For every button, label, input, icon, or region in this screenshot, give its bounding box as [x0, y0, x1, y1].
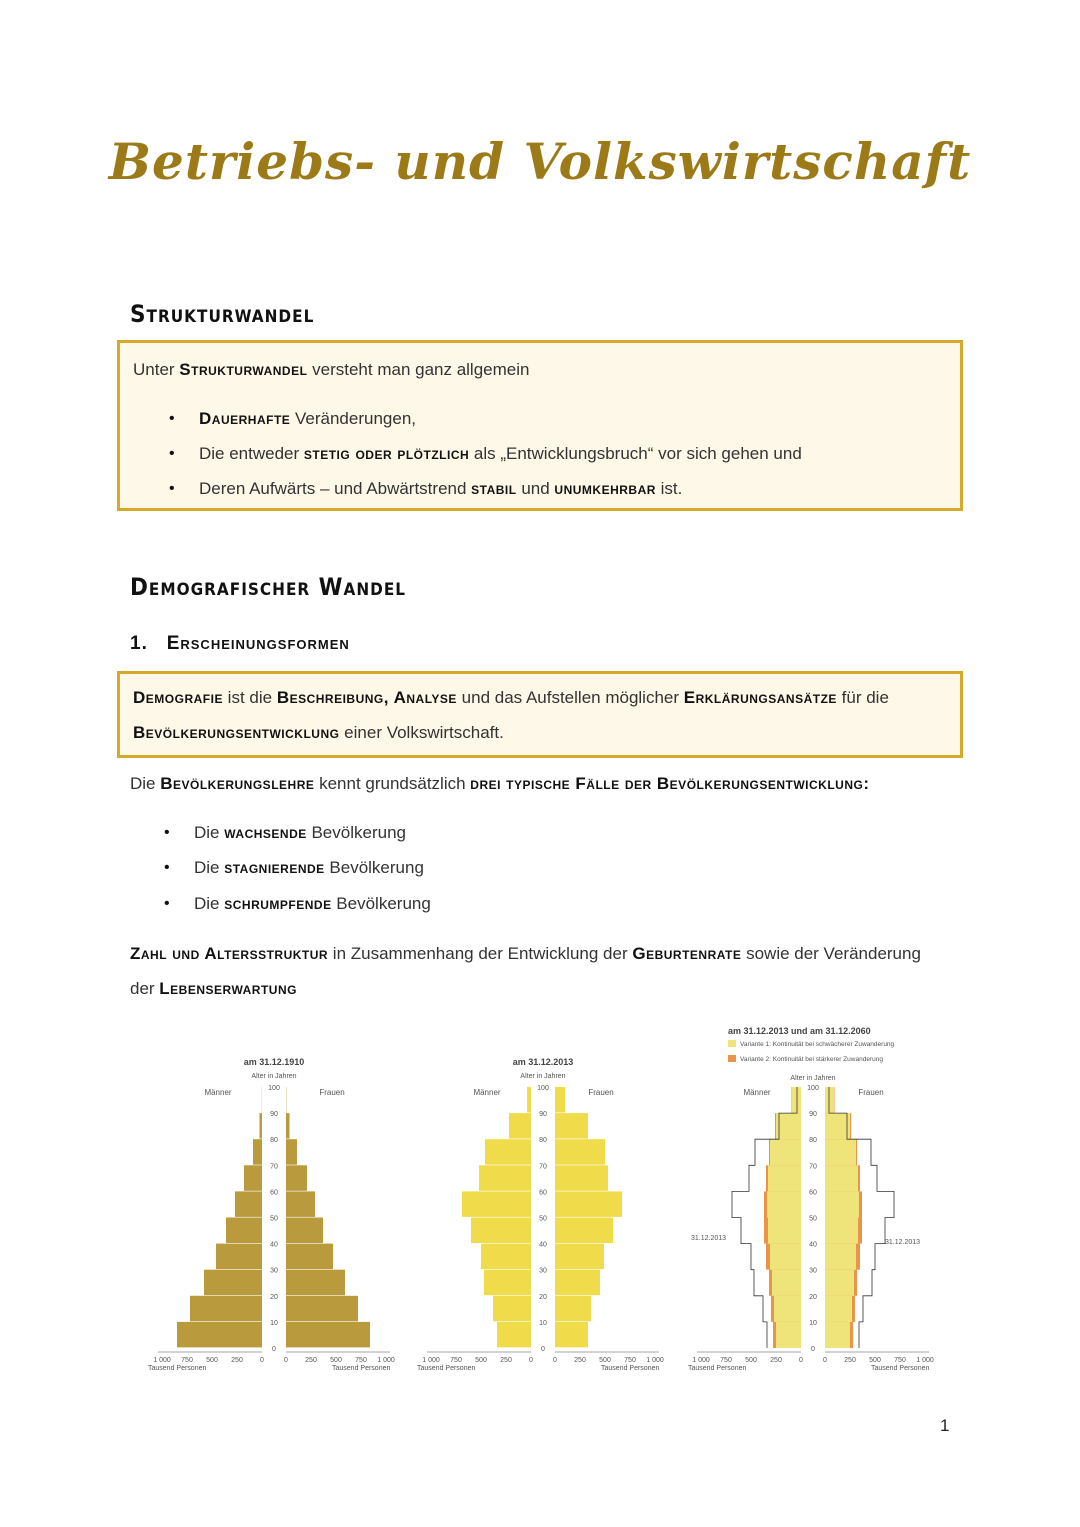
- bar-variant1-men: [768, 1218, 801, 1244]
- bar-men: [260, 1113, 263, 1139]
- x-tick-label-right: 750: [355, 1357, 367, 1364]
- bar-variant1-men: [767, 1191, 801, 1217]
- bar-women: [286, 1270, 345, 1296]
- women-label: Frauen: [858, 1088, 884, 1097]
- age-tick-label: 20: [809, 1293, 817, 1301]
- bullet-item: [133, 436, 999, 471]
- age-tick-label: 30: [539, 1267, 547, 1275]
- women-label: Frauen: [588, 1088, 614, 1097]
- pyramid-2013: [417, 1057, 664, 1372]
- definition-box-demografie: [117, 671, 963, 758]
- bar-variant1-women: [825, 1087, 834, 1113]
- body-paragraph: [130, 936, 960, 1006]
- x-tick-label-left: 500: [745, 1357, 757, 1364]
- bar-variant1-men: [770, 1139, 801, 1165]
- bar-men: [177, 1322, 262, 1348]
- bar-women: [286, 1218, 323, 1244]
- page-number: 1: [940, 1416, 950, 1435]
- x-tick-label-right: 0: [823, 1357, 827, 1364]
- bar-women: [555, 1296, 591, 1322]
- age-tick-label: 70: [809, 1163, 817, 1171]
- bar-variant1-women: [825, 1191, 859, 1217]
- bar-men: [509, 1113, 531, 1139]
- bar-variant1-women: [825, 1139, 856, 1165]
- age-tick-label: 80: [539, 1137, 547, 1145]
- age-tick-label: 30: [270, 1267, 278, 1275]
- keyword: Lebenserwartung: [159, 979, 297, 998]
- keyword: Dauerhafte: [199, 409, 291, 428]
- bar-men: [462, 1191, 531, 1217]
- x-tick-label-left: 250: [500, 1357, 512, 1364]
- text: für die: [836, 688, 889, 707]
- age-tick-label: 40: [809, 1241, 817, 1249]
- x-tick-label-left: 250: [231, 1357, 243, 1364]
- bar-women: [555, 1191, 622, 1217]
- definition-box-strukturwandel: [117, 340, 963, 511]
- bar-women: [555, 1165, 608, 1191]
- text: in Zusammenhang der Entwicklung der: [328, 944, 633, 963]
- bars-group: [422, 1085, 664, 1364]
- text: und: [516, 479, 555, 498]
- bar-variant1-women: [825, 1296, 852, 1322]
- page-title: Betriebs- und Volkswirtschaft: [108, 132, 972, 191]
- bar-women: [286, 1322, 370, 1348]
- bars-group: [692, 1085, 934, 1364]
- text: Die entweder: [199, 444, 304, 463]
- bar-women: [555, 1270, 600, 1296]
- x-tick-label-right: 0: [553, 1357, 557, 1364]
- age-tick-label: 50: [270, 1215, 278, 1223]
- bar-variant1-women: [825, 1218, 858, 1244]
- text: Bevölkerung: [331, 894, 431, 913]
- age-axis-label: Alter in Jahren: [520, 1073, 566, 1080]
- x-tick-label-left: 0: [529, 1357, 533, 1364]
- keyword: stetig oder plötzlich: [303, 444, 470, 463]
- age-tick-label: 40: [539, 1241, 547, 1249]
- subsection-heading: [130, 633, 350, 655]
- text: Bevölkerung: [324, 858, 424, 877]
- bar-men: [226, 1218, 262, 1244]
- bar-men: [235, 1191, 262, 1217]
- age-tick-label: 90: [539, 1111, 547, 1119]
- x-tick-label-right: 750: [624, 1357, 636, 1364]
- bar-men: [471, 1218, 531, 1244]
- x-unit-right: Tausend Personen: [871, 1365, 930, 1372]
- age-tick-label: 10: [809, 1319, 817, 1327]
- bar-women: [555, 1244, 604, 1270]
- men-label: Männer: [743, 1088, 771, 1097]
- bar-women: [555, 1139, 605, 1165]
- x-tick-label-left: 500: [206, 1357, 218, 1364]
- age-tick-label: 50: [809, 1215, 817, 1223]
- age-tick-label: 60: [809, 1189, 817, 1197]
- x-tick-label-right: 1 000: [916, 1357, 934, 1364]
- age-tick-label: 20: [539, 1293, 547, 1301]
- x-tick-label-right: 250: [305, 1357, 317, 1364]
- x-tick-label-right: 500: [330, 1357, 342, 1364]
- age-tick-label: 70: [539, 1163, 547, 1171]
- bar-men: [253, 1139, 262, 1165]
- x-unit-left: Tausend Personen: [417, 1365, 476, 1372]
- bar-men: [484, 1270, 531, 1296]
- age-tick-label: 100: [268, 1085, 280, 1092]
- keyword: Bevölkerungsentwicklung: [133, 723, 340, 742]
- text: einer Volkswirtschaft.: [339, 723, 504, 742]
- bar-variant1-men: [770, 1244, 801, 1270]
- text: Deren Aufwärts – und Abwärtstrend: [199, 479, 472, 498]
- bar-men: [485, 1139, 531, 1165]
- x-tick-label-right: 1 000: [646, 1357, 664, 1364]
- x-tick-label-right: 500: [599, 1357, 611, 1364]
- bar-variant1-women: [825, 1270, 854, 1296]
- age-tick-label: 100: [537, 1085, 549, 1092]
- age-tick-label: 90: [270, 1111, 278, 1119]
- keyword: stagnierende: [224, 858, 325, 877]
- x-tick-label-right: 1 000: [377, 1357, 395, 1364]
- age-tick-label: 10: [539, 1319, 547, 1327]
- age-tick-label: 20: [270, 1293, 278, 1301]
- women-label: Frauen: [319, 1088, 345, 1097]
- x-tick-label-right: 250: [844, 1357, 856, 1364]
- age-tick-label: 80: [809, 1137, 817, 1145]
- age-tick-label: 0: [541, 1346, 545, 1353]
- legend-variant1: Variante 1: Kontinuität bei schwächerer Zuwanderung: [740, 1041, 895, 1048]
- legend-variant2: Variante 2: Kontinuität bei stärkerer Zuwanderung: [740, 1056, 883, 1063]
- reference-label-left: 31.12.2013: [691, 1235, 727, 1242]
- text: kennt grundsätzlich: [314, 774, 471, 793]
- bar-men: [479, 1165, 531, 1191]
- age-axis-label: Alter in Jahren: [790, 1075, 836, 1082]
- pyramid-title: am 31.12.2013 und am 31.12.2060: [728, 1026, 871, 1036]
- bar-women: [286, 1244, 333, 1270]
- bar-variant1-men: [774, 1296, 801, 1322]
- x-tick-label-left: 750: [450, 1357, 462, 1364]
- x-tick-label-left: 1 000: [422, 1357, 440, 1364]
- bullet-item: [133, 471, 999, 506]
- text: Die: [194, 894, 225, 913]
- age-tick-label: 60: [539, 1189, 547, 1197]
- men-label: Männer: [204, 1088, 232, 1097]
- age-tick-label: 0: [811, 1346, 815, 1353]
- legend-swatch-variant1: [728, 1040, 736, 1047]
- text: Die: [194, 858, 225, 877]
- bar-variant1-women: [825, 1322, 850, 1348]
- reference-label-right: 31.12.2013: [885, 1239, 921, 1246]
- definition-intro: [133, 352, 529, 387]
- x-tick-label-right: 250: [574, 1357, 586, 1364]
- case-item-wachsende: [128, 815, 794, 850]
- pyramid-1910: [148, 1057, 395, 1372]
- bar-men: [204, 1270, 262, 1296]
- age-tick-label: 0: [272, 1346, 276, 1353]
- bar-women: [286, 1165, 307, 1191]
- x-tick-label-left: 0: [260, 1357, 264, 1364]
- keyword: stabil: [471, 479, 517, 498]
- population-pyramids-figure: [140, 1020, 950, 1380]
- bar-variant1-men: [792, 1087, 801, 1113]
- bar-variant1-women: [825, 1244, 856, 1270]
- bar-men: [244, 1165, 262, 1191]
- x-tick-label-left: 750: [720, 1357, 732, 1364]
- pyramid-title: am 31.12.1910: [243, 1057, 305, 1067]
- bar-men: [493, 1296, 531, 1322]
- x-tick-label-left: 1 000: [153, 1357, 171, 1364]
- x-tick-label-left: 500: [475, 1357, 487, 1364]
- text: Unter: [133, 360, 180, 379]
- text: der: [130, 979, 160, 998]
- text: Bevölkerung: [306, 823, 406, 842]
- pyramid-title: am 31.12.2013: [512, 1057, 574, 1067]
- case-item-schrumpfende: [128, 886, 794, 921]
- keyword: Strukturwandel: [179, 360, 308, 379]
- lead-paragraph: [130, 766, 870, 801]
- text: Die: [194, 823, 225, 842]
- keyword: drei typische Fälle der Bevölkerungsentwicklung:: [470, 774, 870, 793]
- keyword: Zahl und Altersstruktur: [130, 944, 329, 963]
- bar-women: [555, 1322, 588, 1348]
- bar-women: [286, 1296, 358, 1322]
- bar-men: [481, 1244, 531, 1270]
- keyword: Bevölkerungslehre: [160, 774, 315, 793]
- keyword: unumkehrbar: [554, 479, 656, 498]
- bar-men: [497, 1322, 531, 1348]
- age-tick-label: 80: [270, 1137, 278, 1145]
- text: und das Aufstellen möglicher: [456, 688, 684, 707]
- men-label: Männer: [473, 1088, 501, 1097]
- x-unit-left: Tausend Personen: [148, 1365, 207, 1372]
- x-tick-label-right: 500: [869, 1357, 881, 1364]
- bars-group: [153, 1085, 395, 1364]
- x-tick-label-left: 0: [799, 1357, 803, 1364]
- text: ist.: [655, 479, 683, 498]
- bar-women: [555, 1218, 613, 1244]
- bar-variant1-men: [772, 1270, 801, 1296]
- x-unit-right: Tausend Personen: [332, 1365, 391, 1372]
- bar-variant1-men: [776, 1113, 801, 1139]
- bar-variant1-women: [825, 1165, 858, 1191]
- x-tick-label-left: 750: [181, 1357, 193, 1364]
- age-tick-label: 100: [807, 1085, 819, 1092]
- text: sowie der Veränderung: [741, 944, 921, 963]
- case-item-stagnierende: [128, 850, 794, 885]
- subsection-title: Erscheinungsformen: [166, 633, 350, 654]
- age-tick-label: 40: [270, 1241, 278, 1249]
- x-unit-right: Tausend Personen: [601, 1365, 660, 1372]
- bar-men: [216, 1244, 262, 1270]
- x-tick-label-right: 750: [894, 1357, 906, 1364]
- bar-men: [527, 1087, 531, 1113]
- age-tick-label: 50: [539, 1215, 547, 1223]
- x-tick-label-left: 1 000: [692, 1357, 710, 1364]
- keyword: schrumpfende: [224, 894, 332, 913]
- definition-text: [133, 680, 953, 750]
- bar-women: [286, 1139, 297, 1165]
- bar-women: [286, 1113, 290, 1139]
- x-tick-label-right: 0: [284, 1357, 288, 1364]
- keyword: Erklärungsansätze: [683, 688, 837, 707]
- age-tick-label: 90: [809, 1111, 817, 1119]
- age-tick-label: 10: [270, 1319, 278, 1327]
- pyramid-2060: [688, 1026, 934, 1372]
- bar-variant1-women: [825, 1113, 850, 1139]
- age-tick-label: 70: [270, 1163, 278, 1171]
- keyword: Demografie: [133, 688, 223, 707]
- bullet-item: [133, 401, 999, 436]
- text: versteht man ganz allgemein: [307, 360, 530, 379]
- bar-men: [190, 1296, 262, 1322]
- text: Die: [130, 774, 161, 793]
- keyword: wachsende: [224, 823, 307, 842]
- section-heading-demografischer-wandel: Demografischer Wandel: [130, 573, 407, 601]
- x-unit-left: Tausend Personen: [688, 1365, 747, 1372]
- legend-swatch-variant2: [728, 1055, 736, 1062]
- text: Veränderungen,: [290, 409, 416, 428]
- bar-women: [286, 1191, 315, 1217]
- age-axis-label: Alter in Jahren: [251, 1073, 297, 1080]
- text: ist die: [222, 688, 277, 707]
- section-heading-strukturwandel: Strukturwandel: [130, 300, 315, 328]
- bar-variant1-men: [768, 1165, 801, 1191]
- age-tick-label: 30: [809, 1267, 817, 1275]
- bar-women: [555, 1113, 588, 1139]
- x-tick-label-left: 250: [770, 1357, 782, 1364]
- bar-women: [555, 1087, 565, 1113]
- bar-variant1-men: [776, 1322, 801, 1348]
- text: als „Entwicklungsbruch“ vor sich gehen und: [469, 444, 802, 463]
- age-tick-label: 60: [270, 1189, 278, 1197]
- subsection-number: 1.: [130, 633, 148, 654]
- keyword: Geburtenrate: [632, 944, 742, 963]
- keyword: Beschreibung, Analyse: [276, 688, 457, 707]
